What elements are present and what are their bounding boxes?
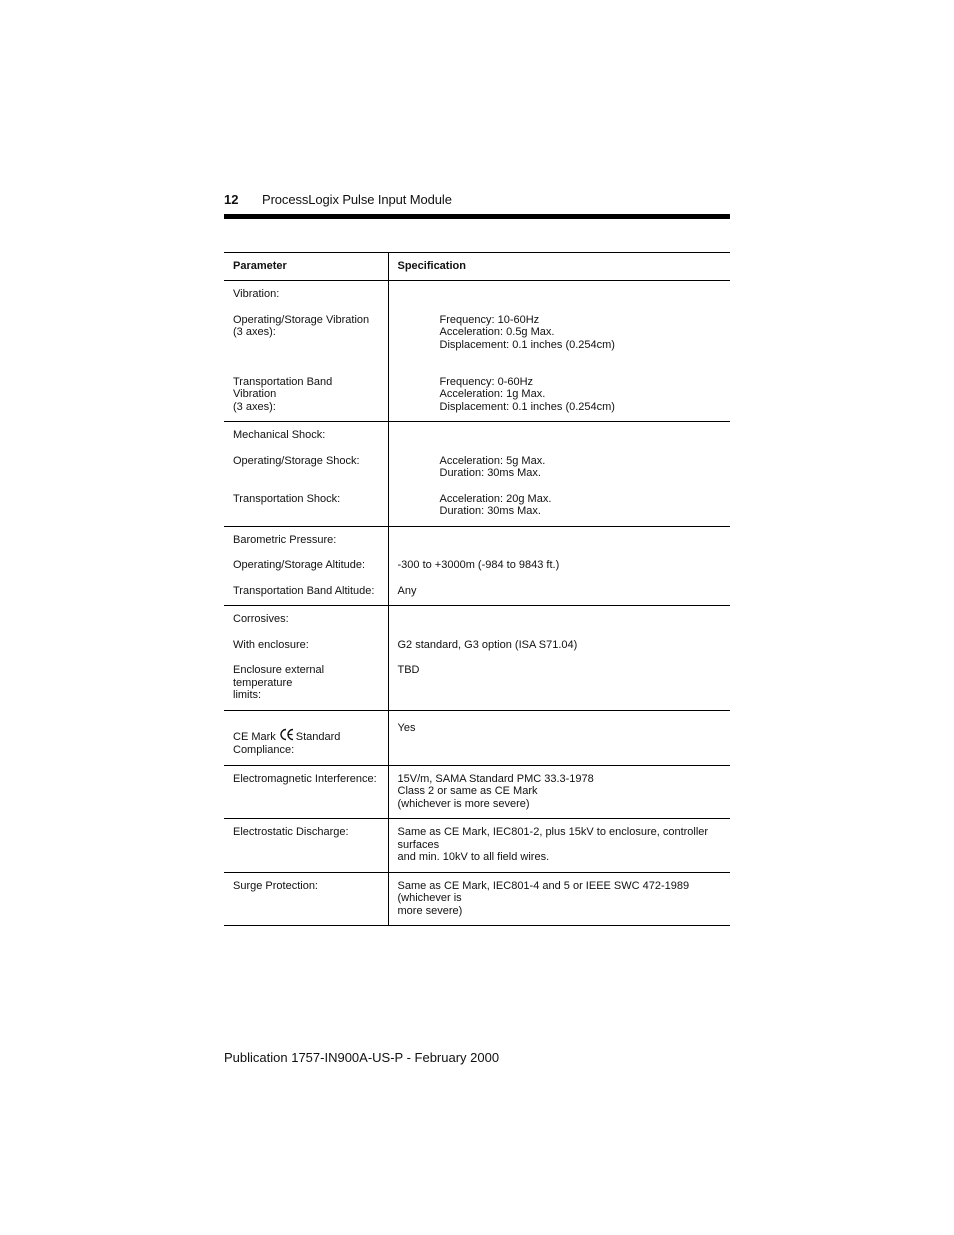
parameter-cell	[224, 872, 388, 926]
parameter-cell	[224, 819, 388, 873]
shock-transport-spec: Acceleration: 20g Max. Duration: 30ms Max.	[439, 492, 552, 517]
specification-cell	[388, 526, 730, 606]
pressure-transport-label: Transportation Band Altitude:	[233, 584, 375, 597]
ce-mark-icon	[280, 728, 294, 745]
esd-label: Electrostatic Discharge:	[233, 826, 349, 838]
ce-compliance-label: Compliance:	[233, 744, 295, 756]
specification-cell	[388, 606, 730, 711]
shock-group-label: Mechanical Shock:	[233, 429, 326, 441]
shock-operating-label: Operating/Storage Shock:	[233, 454, 360, 467]
shock-transport-label: Transportation Shock:	[233, 492, 341, 505]
parameter-cell	[224, 710, 388, 765]
vibration-group-label: Vibration:	[233, 288, 280, 300]
publication-footer: Publication 1757-IN900A-US-P - February 2000	[224, 1050, 500, 1065]
table-row-surge	[224, 872, 730, 926]
ce-standard-label: Standard	[295, 730, 341, 743]
table-header-row	[224, 253, 730, 281]
parameter-cell	[224, 281, 388, 422]
shock-operating-spec: Acceleration: 5g Max. Duration: 30ms Max.	[439, 454, 546, 479]
corrosives-group-label: Corrosives:	[233, 613, 289, 625]
specification-cell	[388, 710, 730, 765]
column-header-specification: Specification	[388, 253, 730, 281]
pressure-group-label: Barometric Pressure:	[233, 533, 337, 546]
specification-cell	[388, 422, 730, 527]
table-row-ce-mark	[224, 710, 730, 765]
running-title: ProcessLogix Pulse Input Module	[262, 192, 452, 207]
table-row-esd	[224, 819, 730, 873]
specification-cell	[388, 872, 730, 926]
corrosives-temperature-label: Enclosure external temperature limits:	[233, 664, 325, 701]
corrosives-enclosure-spec: G2 standard, G3 option (ISA S71.04)	[397, 638, 578, 651]
column-header-parameter: Parameter	[224, 253, 388, 281]
table-row-vibration	[224, 281, 730, 422]
corrosives-enclosure-label: With enclosure:	[233, 638, 309, 651]
emi-label: Electromagnetic Interference:	[233, 772, 377, 785]
table-row-corrosives	[224, 606, 730, 711]
pressure-transport-spec: Any	[397, 584, 417, 597]
surge-spec: Same as CE Mark, IEC801-4 and 5 or IEEE SWC 472-1989 (whichever is more severe)	[397, 879, 690, 917]
specification-cell	[388, 765, 730, 819]
parameter-cell	[224, 606, 388, 711]
page-number: 12	[224, 192, 239, 207]
table-row-mechanical-shock	[224, 422, 730, 527]
vibration-operating-spec: Frequency: 10-60Hz Acceleration: 0.5g Max. Displacement: 0.1 inches (0.254cm)	[439, 313, 615, 351]
table-row-emi	[224, 765, 730, 819]
vibration-operating-label: Operating/Storage Vibration (3 axes):	[233, 313, 370, 338]
specification-cell	[388, 281, 730, 422]
vibration-transport-label: Transportation Band Vibration (3 axes):	[233, 375, 333, 413]
surge-label: Surge Protection:	[233, 879, 318, 892]
specifications-table	[224, 252, 730, 926]
parameter-cell	[224, 526, 388, 606]
ce-mark-label: CE Mark	[233, 730, 276, 743]
parameter-cell	[224, 422, 388, 527]
corrosives-temperature-spec: TBD	[397, 664, 420, 676]
parameter-cell	[224, 765, 388, 819]
emi-spec: 15V/m, SAMA Standard PMC 33.3-1978 Class 2 or same as CE Mark (whichever is more severe)	[397, 772, 594, 810]
pressure-operating-label: Operating/Storage Altitude:	[233, 559, 366, 571]
table-row-barometric-pressure	[224, 526, 730, 606]
specification-cell	[388, 819, 730, 873]
esd-spec: Same as CE Mark, IEC801-2, plus 15kV to enclosure, controller surfaces and min. 10kV to all field wires.	[397, 826, 709, 863]
header-rule	[224, 214, 730, 219]
pressure-operating-spec: -300 to +3000m (-984 to 9843 ft.)	[397, 559, 560, 571]
vibration-transport-spec: Frequency: 0-60Hz Acceleration: 1g Max. Displacement: 0.1 inches (0.254cm)	[439, 375, 615, 413]
ce-mark-spec: Yes	[397, 721, 416, 734]
